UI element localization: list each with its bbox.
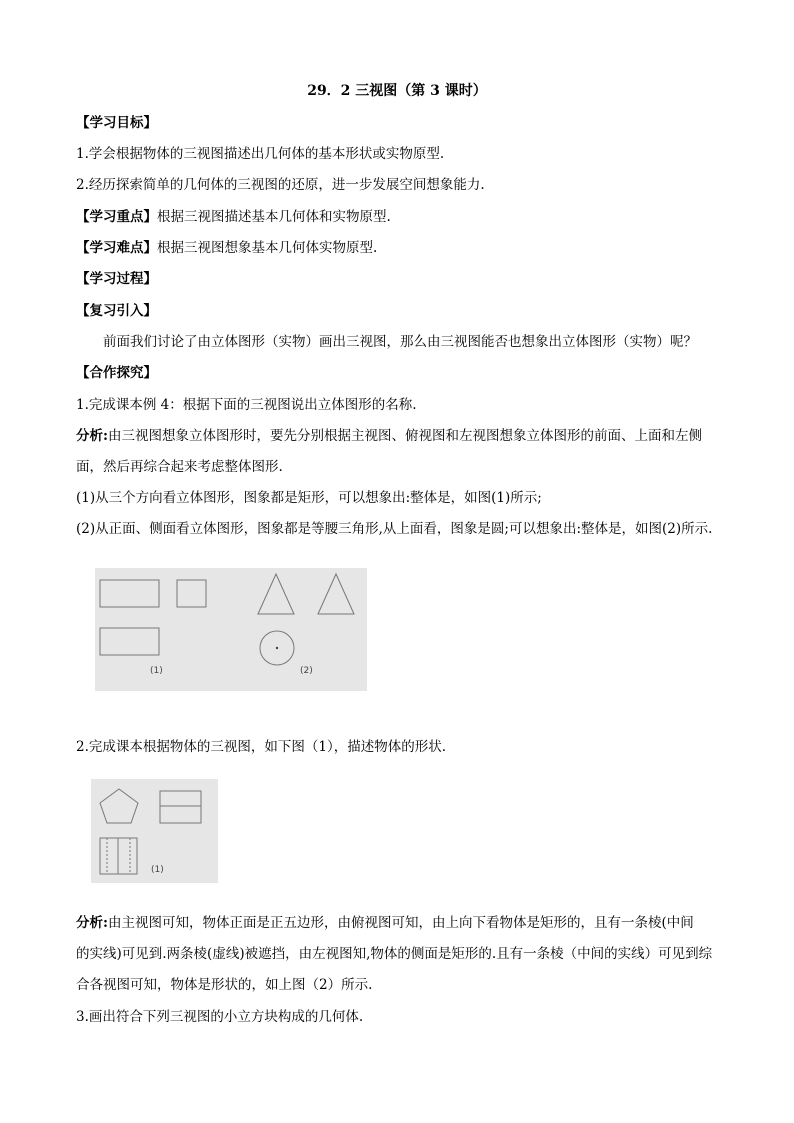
analysis-1-line-2: 面，然后再综合起来考虑整体图形. — [76, 459, 283, 475]
focus-label: 【学习重点】 — [76, 209, 157, 225]
three-view-figure-2 — [91, 779, 218, 883]
review-heading: 【复习引入】 — [76, 303, 157, 319]
analysis-2-line-3: 合各视图可知，物体是形状的，如上图（2）所示. — [76, 977, 373, 993]
case-2: (2)从正面、侧面看立体图形，图象都是等腰三角形,从上面看，图象是圆;可以想象出:整体是，如图(2)所示. — [76, 521, 713, 537]
page-title: 29．2 三视图（第 3 课时） — [307, 83, 487, 99]
analysis-2-line-1 — [76, 914, 694, 932]
question-1: 1.完成课本例 4：根据下面的三视图说出立体图形的名称. — [76, 397, 417, 413]
analysis-2-line-2: 的实线)可见到.两条棱(虚线)被遮挡，由左视图知,物体的侧面是矩形的.且有一条棱（中间的实线）可见到综 — [76, 946, 713, 962]
focus-line — [76, 208, 391, 226]
rectangle-front-view — [100, 580, 159, 607]
difficulty-label: 【学习难点】 — [76, 240, 157, 256]
triangle-front-view — [258, 574, 294, 614]
analysis-2-text: 由主视图可知，物体正面是正五边形，由俯视图可知，由上向下看物体是矩形的，且有一条棱(中间 — [107, 915, 694, 931]
figure-1-label-1: (1) — [150, 666, 163, 676]
analysis-2-label: 分析: — [76, 915, 108, 931]
rectangle-side-view — [177, 580, 206, 607]
three-view-figure-1-drawing — [95, 568, 367, 691]
pentagon-front-view — [100, 789, 138, 823]
question-2: 2.完成课本根据物体的三视图，如下图（1），描述物体的形状. — [76, 739, 447, 755]
goal-1: 1.学会根据物体的三视图描述出几何体的基本形状或实物原型. — [76, 146, 445, 162]
case-1: (1)从三个方向看立体图形，图象都是矩形，可以想象出:整体是，如图(1)所示; — [76, 490, 542, 506]
rectangle-side-view — [160, 791, 201, 823]
rectangle-top-view — [100, 628, 159, 655]
three-view-figure-1 — [95, 568, 367, 691]
focus-text: 根据三视图描述基本几何体和实物原型. — [157, 209, 391, 225]
goals-heading: 【学习目标】 — [76, 115, 157, 131]
process-heading: 【学习过程】 — [76, 271, 157, 287]
goal-2: 2.经历探索简单的几何体的三视图的还原，进一步发展空间想象能力. — [76, 177, 485, 193]
analysis-label: 分析: — [76, 428, 108, 444]
figure-1-label-2: (2) — [300, 666, 313, 676]
question-3: 3.画出符合下列三视图的小立方块构成的几何体. — [76, 1009, 364, 1025]
circle-center-dot — [276, 647, 278, 649]
figure-2-label: (1) — [151, 865, 164, 875]
difficulty-line — [76, 239, 377, 257]
explore-heading: 【合作探究】 — [76, 365, 157, 381]
difficulty-text: 根据三视图想象基本几何体实物原型. — [157, 240, 378, 256]
triangle-side-view — [318, 574, 354, 614]
analysis-1-text: 由三视图想象立体图形时，要先分别根据主视图、俯视图和左视图想象立体图形的前面、上面和左侧 — [107, 428, 702, 444]
three-view-figure-2-drawing — [91, 779, 218, 883]
review-text: 前面我们讨论了由立体图形（实物）画出三视图，那么由三视图能否也想象出立体图形（实物）呢？ — [103, 334, 697, 350]
analysis-1-line-1 — [76, 427, 702, 445]
